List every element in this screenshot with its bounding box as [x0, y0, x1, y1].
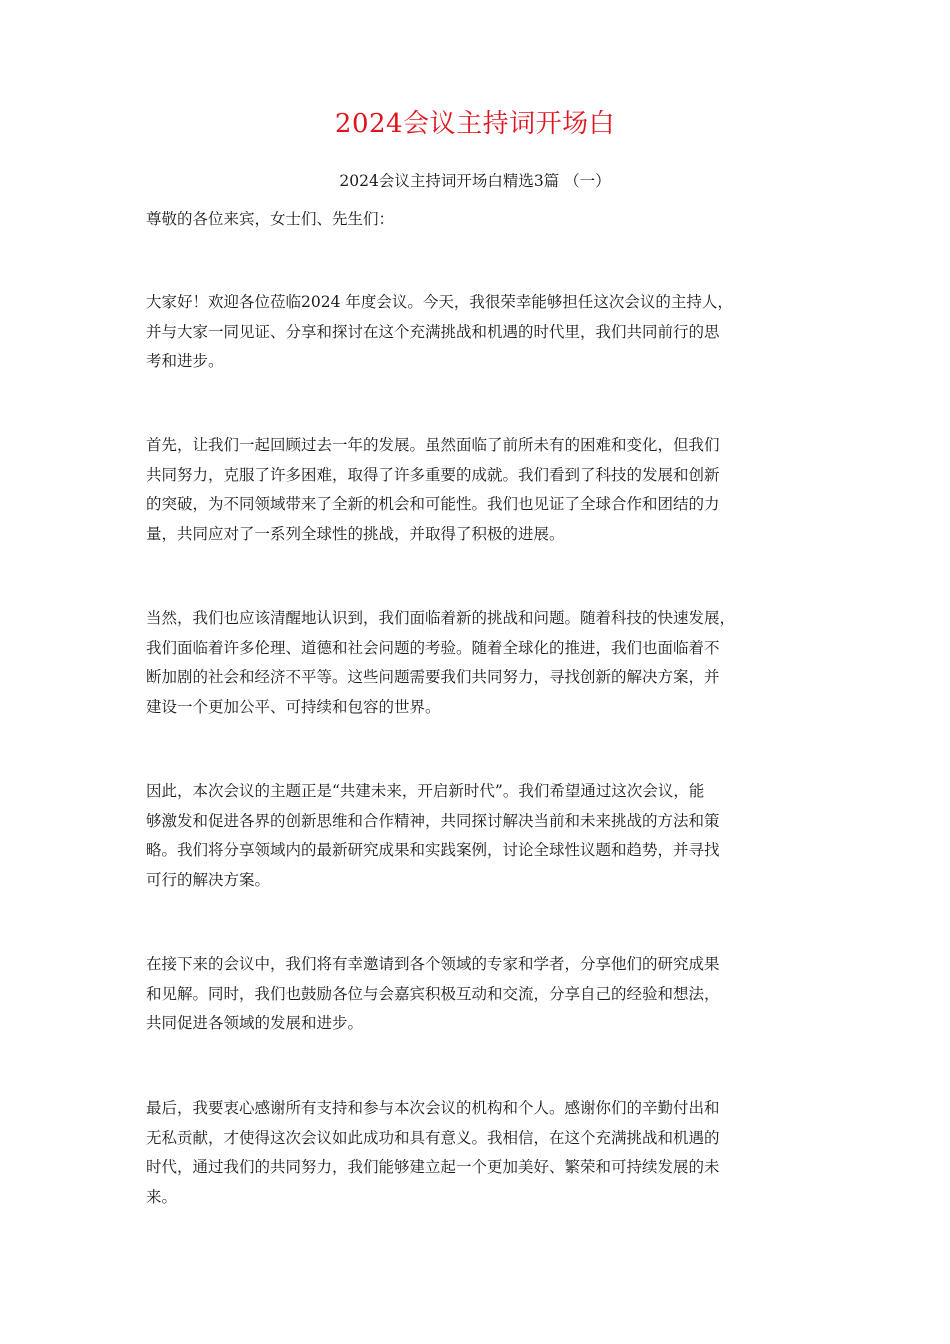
paragraph-line: 当然，我们也应该清醒地认识到，我们面临着新的挑战和问题。随着科技的快速发展， [146, 609, 736, 627]
paragraph-review [146, 431, 806, 549]
paragraph-thanks [146, 1094, 806, 1212]
greeting-line: 尊敬的各位来宾，女士们、先生们： [146, 210, 395, 228]
paragraph-line: 因此，本次会议的主题正是“共建未来，开启新时代”。我们希望通过这次会议，能 [146, 782, 705, 800]
paragraph-line: 并与大家一同见证、分享和探讨在这个充满挑战和机遇的时代里，我们共同前行的思 [146, 322, 720, 341]
paragraph-line: 可行的解决方案。 [146, 870, 271, 889]
paragraph-line: 首先，让我们一起回顾过去一年的发展。虽然面临了前所未有的困难和变化，但我们 [146, 436, 720, 454]
paragraph-line: 的突破，为不同领域带来了全新的机会和可能性。我们也见证了全球合作和团结的力 [146, 495, 720, 513]
paragraph-theme [146, 777, 806, 895]
paragraph-line: 量，共同应对了一系列全球性的挑战，并取得了积极的进展。 [146, 524, 565, 543]
paragraph-line: 来。 [146, 1187, 178, 1206]
paragraph-line: 共同促进各领域的发展和进步。 [146, 1014, 364, 1032]
paragraph-line: 略。我们将分享领域内的最新研究成果和实践案例，讨论全球性议题和趋势，并寻找 [146, 841, 720, 859]
document-subtitle: 2024会议主持词开场白精选3篇 （一） [339, 172, 611, 190]
paragraph-welcome [146, 288, 806, 377]
paragraph-challenges [146, 604, 806, 722]
paragraph-line: 最后，我要衷心感谢所有支持和参与本次会议的机构和个人。感谢你们的辛勤付出和 [146, 1099, 720, 1117]
paragraph-line: 共同努力，克服了许多困难，取得了许多重要的成就。我们看到了科技的发展和创新 [146, 465, 720, 484]
paragraph-line: 时代，通过我们的共同努力，我们能够建立起一个更加美好、繁荣和可持续发展的未 [146, 1158, 720, 1176]
paragraph-line: 大家好！欢迎各位莅临2024 年度会议。今天，我很荣幸能够担任这次会议的主持人， [146, 293, 733, 311]
paragraph-line: 我们面临着许多伦理、道德和社会问题的考验。随着全球化的推进，我们也面临着不 [146, 638, 720, 657]
paragraph-line: 无私贡献，才使得这次会议如此成功和具有意义。我相信，在这个充满挑战和机遇的 [146, 1128, 720, 1147]
paragraph-agenda [146, 950, 806, 1039]
paragraph-line: 够激发和促进各界的创新思维和合作精神，共同探讨解决当前和未来挑战的方法和策 [146, 811, 720, 830]
document-title: 2024会议主持词开场白 [334, 109, 616, 139]
paragraph-line: 和见解。同时，我们也鼓励各位与会嘉宾积极互动和交流，分享自己的经验和想法， [146, 984, 720, 1003]
paragraph-line: 断加剧的社会和经济不平等。这些问题需要我们共同努力，寻找创新的解决方案，并 [146, 668, 720, 686]
paragraph-line: 在接下来的会议中，我们将有幸邀请到各个领域的专家和学者，分享他们的研究成果 [146, 955, 720, 973]
paragraph-line: 建设一个更加公平、可持续和包容的世界。 [146, 697, 441, 716]
paragraph-line: 考和进步。 [146, 352, 224, 370]
